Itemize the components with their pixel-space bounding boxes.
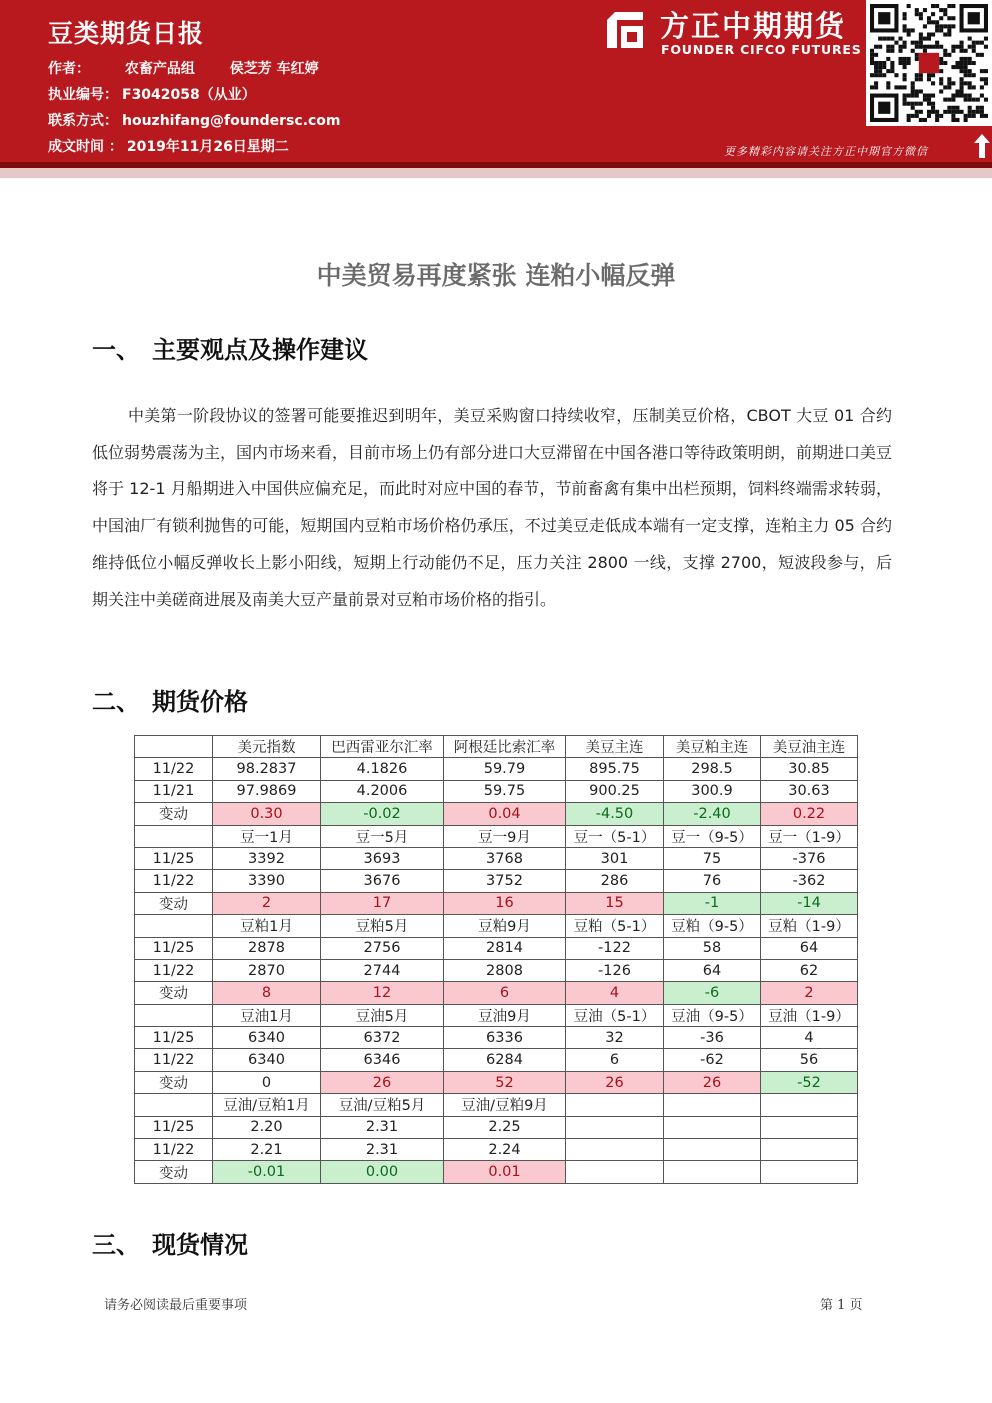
logo-text-en: FOUNDER CIFCO FUTURES (661, 42, 862, 57)
table-cell: 豆粕（1-9） (761, 915, 858, 937)
table-cell: 豆一9月 (444, 825, 566, 847)
table-cell: -52 (761, 1071, 858, 1093)
table-cell: 0.30 (213, 803, 321, 825)
table-cell: 2756 (321, 937, 444, 959)
date-value: 2019年11月26日星期二 (126, 139, 289, 155)
author-label: 作者： (48, 61, 90, 77)
wechat-qr-code (866, 0, 992, 126)
row-label-cell: 11/25 (135, 1116, 213, 1138)
table-cell: 豆粕1月 (213, 915, 321, 937)
table-cell: 4 (566, 982, 664, 1004)
table-cell: 2 (761, 982, 858, 1004)
table-cell (566, 1139, 664, 1161)
table-cell: 4.2006 (321, 780, 444, 802)
table-cell: 30.85 (761, 758, 858, 780)
futures-price-table (134, 735, 858, 1184)
row-label-cell (135, 736, 213, 758)
table-cell: 豆一（5-1） (566, 825, 664, 847)
table-row (135, 870, 858, 892)
section-title: 现货情况 (152, 1231, 248, 1259)
table-cell: 豆油/豆粕9月 (444, 1094, 566, 1116)
table-row (135, 915, 858, 937)
table-cell: 4.1826 (321, 758, 444, 780)
table-row (135, 1139, 858, 1161)
table-cell: 豆油9月 (444, 1004, 566, 1026)
table-cell: -0.02 (321, 803, 444, 825)
report-header (0, 0, 992, 162)
table-cell: -4.50 (566, 803, 664, 825)
table-row (135, 1049, 858, 1071)
table-cell: 58 (664, 937, 761, 959)
table-cell: 豆一（9-5） (664, 825, 761, 847)
qr-code-icon (870, 4, 988, 122)
table-cell: 豆粕（9-5） (664, 915, 761, 937)
table-cell: 2870 (213, 959, 321, 981)
table-cell: 豆油（1-9） (761, 1004, 858, 1026)
table-cell: 64 (761, 937, 858, 959)
table-cell: -362 (761, 870, 858, 892)
table-cell: 豆粕9月 (444, 915, 566, 937)
table-cell: 895.75 (566, 758, 664, 780)
row-label-cell: 11/22 (135, 758, 213, 780)
table-cell: 12 (321, 982, 444, 1004)
table-cell: 900.25 (566, 780, 664, 802)
author-names: 侯芝芳 车红婷 (229, 61, 319, 77)
table-row (135, 1004, 858, 1026)
table-cell: 3693 (321, 847, 444, 869)
logo-text-cn: 方正中期期货 (660, 9, 847, 43)
table-cell: 豆油/豆粕1月 (213, 1094, 321, 1116)
table-row (135, 1116, 858, 1138)
section-number: 一、 (92, 336, 140, 364)
row-label-cell: 11/25 (135, 847, 213, 869)
section-heading-1 (92, 330, 368, 365)
table-cell: 6 (566, 1049, 664, 1071)
table-cell: 6336 (444, 1027, 566, 1049)
table-cell: 8 (213, 982, 321, 1004)
table-cell: 豆油5月 (321, 1004, 444, 1026)
table-cell: 17 (321, 892, 444, 914)
table-cell: 298.5 (664, 758, 761, 780)
row-label-cell: 变动 (135, 892, 213, 914)
table-cell: 豆油（9-5） (664, 1004, 761, 1026)
table-cell: 75 (664, 847, 761, 869)
table-row (135, 825, 858, 847)
table-cell: 2.25 (444, 1116, 566, 1138)
table-cell: 2.31 (321, 1139, 444, 1161)
table-cell: 16 (444, 892, 566, 914)
section-number: 二、 (92, 688, 140, 716)
table-cell: 2.24 (444, 1139, 566, 1161)
row-label-cell (135, 825, 213, 847)
table-cell: -2.40 (664, 803, 761, 825)
table-cell: 300.9 (664, 780, 761, 802)
table-cell: 26 (566, 1071, 664, 1093)
founder-logo-icon (605, 10, 645, 50)
table-cell: 豆粕5月 (321, 915, 444, 937)
table-cell: 豆一（1-9） (761, 825, 858, 847)
table-row (135, 803, 858, 825)
license-value: F3042058（从业） (122, 87, 256, 103)
table-row (135, 847, 858, 869)
table-cell: 巴西雷亚尔汇率 (321, 736, 444, 758)
table-cell: 2.20 (213, 1116, 321, 1138)
author-group: 农畜产品组 (124, 61, 195, 77)
table-cell: -14 (761, 892, 858, 914)
contact-email[interactable]: houzhifang@foundersc.com (122, 113, 341, 129)
license-label: 执业编号： (48, 87, 118, 103)
date-line (48, 136, 293, 156)
table-cell: 3392 (213, 847, 321, 869)
table-cell: 76 (664, 870, 761, 892)
row-label-cell: 11/22 (135, 1049, 213, 1071)
report-title: 豆类期货日报 (48, 19, 205, 48)
table-row (135, 1094, 858, 1116)
table-row (135, 758, 858, 780)
row-label-cell: 变动 (135, 982, 213, 1004)
table-cell: 2.31 (321, 1116, 444, 1138)
contact-label: 联系方式： (48, 113, 118, 129)
table-row (135, 1161, 858, 1183)
table-cell: 2878 (213, 937, 321, 959)
table-cell: -36 (664, 1027, 761, 1049)
table-cell: 6 (444, 982, 566, 1004)
table-cell: 2 (213, 892, 321, 914)
table-row (135, 959, 858, 981)
table-cell: 26 (321, 1071, 444, 1093)
table-cell: 3390 (213, 870, 321, 892)
table-cell: 美豆油主连 (761, 736, 858, 758)
wechat-note: 更多精彩内容请关注方正中期官方微信 (724, 145, 928, 158)
row-label-cell: 变动 (135, 803, 213, 825)
table-cell: 97.9869 (213, 780, 321, 802)
table-cell: 0.04 (444, 803, 566, 825)
table-cell: 0.01 (444, 1161, 566, 1183)
table-row (135, 736, 858, 758)
table-cell: 2744 (321, 959, 444, 981)
table-cell: 0.00 (321, 1161, 444, 1183)
table-cell: 0.22 (761, 803, 858, 825)
section-number: 三、 (92, 1231, 140, 1259)
table-cell: 3676 (321, 870, 444, 892)
section-title: 期货价格 (152, 688, 248, 716)
table-cell: 64 (664, 959, 761, 981)
table-cell: 15 (566, 892, 664, 914)
table-cell (761, 1094, 858, 1116)
table-cell: 豆油（5-1） (566, 1004, 664, 1026)
table-cell: 6340 (213, 1027, 321, 1049)
table-row (135, 892, 858, 914)
table-cell: 56 (761, 1049, 858, 1071)
table-cell (566, 1094, 664, 1116)
table-cell (761, 1161, 858, 1183)
footer-notice: 请务必阅读最后重要事项 (104, 1298, 248, 1313)
table-cell (761, 1139, 858, 1161)
row-label-cell: 变动 (135, 1161, 213, 1183)
table-cell: 2.21 (213, 1139, 321, 1161)
date-label: 成文时间 ： (48, 139, 123, 155)
row-label-cell: 11/22 (135, 959, 213, 981)
row-label-cell: 变动 (135, 1071, 213, 1093)
table-cell (664, 1161, 761, 1183)
table-cell: 3752 (444, 870, 566, 892)
row-label-cell (135, 915, 213, 937)
table-cell: 美元指数 (213, 736, 321, 758)
row-label-cell (135, 1004, 213, 1026)
table-cell: -126 (566, 959, 664, 981)
table-cell: 2814 (444, 937, 566, 959)
table-cell: 6372 (321, 1027, 444, 1049)
table-cell (566, 1116, 664, 1138)
table-row (135, 982, 858, 1004)
table-cell: 6346 (321, 1049, 444, 1071)
row-label-cell: 11/25 (135, 1027, 213, 1049)
main-paragraph: 中美第一阶段协议的签署可能要推迟到明年，美豆采购窗口持续收窄，压制美豆价格，CBOT 大豆 01 合约低位弱势震荡为主，国内市场来看，目前市场上仍有部分进口大豆滞留在中国各港口等待政策明朗，前期进口美豆将于 12-1 月船期进入中国供应偏充足，而此时对应中国的春节，节前畜禽有集中出栏预期，饲料终端需求转弱，中国油厂有锁利抛售的可能，短期国内豆粕市场价格仍承压，不过美豆走低成本端有一定支撑，连粕主力 05 合约维持低位小幅反弹收长上影小阳线，短期上行动能仍不足，压力关注 2800 一线，支撑 2700，短波段参与，后期关注中美磋商进展及南美大豆产量前景对豆粕市场价格的指引。 (92, 406, 893, 609)
table-row (135, 1027, 858, 1049)
table-row (135, 780, 858, 802)
table-cell: 美豆粕主连 (664, 736, 761, 758)
table-cell: 6284 (444, 1049, 566, 1071)
table-cell: 98.2837 (213, 758, 321, 780)
table-cell: 豆一5月 (321, 825, 444, 847)
table-cell (761, 1116, 858, 1138)
author-line (48, 58, 323, 78)
row-label-cell: 11/21 (135, 780, 213, 802)
table-cell (664, 1139, 761, 1161)
table-cell (566, 1161, 664, 1183)
table-cell: -6 (664, 982, 761, 1004)
table-cell: 301 (566, 847, 664, 869)
document-title: 中美贸易再度紧张 连粕小幅反弹 (316, 261, 676, 290)
table-cell: 豆油/豆粕5月 (321, 1094, 444, 1116)
section-heading-3 (92, 1225, 248, 1260)
table-cell: 豆油1月 (213, 1004, 321, 1026)
table-cell: 4 (761, 1027, 858, 1049)
table-cell: 豆一1月 (213, 825, 321, 847)
table-cell: -62 (664, 1049, 761, 1071)
table-cell: 59.75 (444, 780, 566, 802)
contact-line (48, 110, 345, 130)
table-cell: 2808 (444, 959, 566, 981)
table-row (135, 1071, 858, 1093)
table-cell: -0.01 (213, 1161, 321, 1183)
section-heading-2 (92, 682, 248, 717)
table-cell: 26 (664, 1071, 761, 1093)
table-cell: 阿根廷比索汇率 (444, 736, 566, 758)
table-cell (664, 1094, 761, 1116)
row-label-cell (135, 1094, 213, 1116)
header-divider-light (0, 168, 992, 178)
table-cell: 美豆主连 (566, 736, 664, 758)
row-label-cell: 11/22 (135, 870, 213, 892)
row-label-cell: 11/22 (135, 1139, 213, 1161)
table-cell: -1 (664, 892, 761, 914)
table-cell: -122 (566, 937, 664, 959)
license-line (48, 84, 260, 104)
section-title: 主要观点及操作建议 (152, 336, 368, 364)
table-cell: 286 (566, 870, 664, 892)
table-row (135, 937, 858, 959)
page-number: 第 1 页 (820, 1298, 863, 1313)
table-cell: 59.79 (444, 758, 566, 780)
arrow-up-icon (974, 134, 990, 158)
table-cell: 6340 (213, 1049, 321, 1071)
table-cell: 30.63 (761, 780, 858, 802)
table-cell: -376 (761, 847, 858, 869)
table-cell: 3768 (444, 847, 566, 869)
table-cell: 32 (566, 1027, 664, 1049)
table-cell (664, 1116, 761, 1138)
table-cell: 0 (213, 1071, 321, 1093)
table-cell: 52 (444, 1071, 566, 1093)
table-cell: 豆粕（5-1） (566, 915, 664, 937)
row-label-cell: 11/25 (135, 937, 213, 959)
table-cell: 62 (761, 959, 858, 981)
